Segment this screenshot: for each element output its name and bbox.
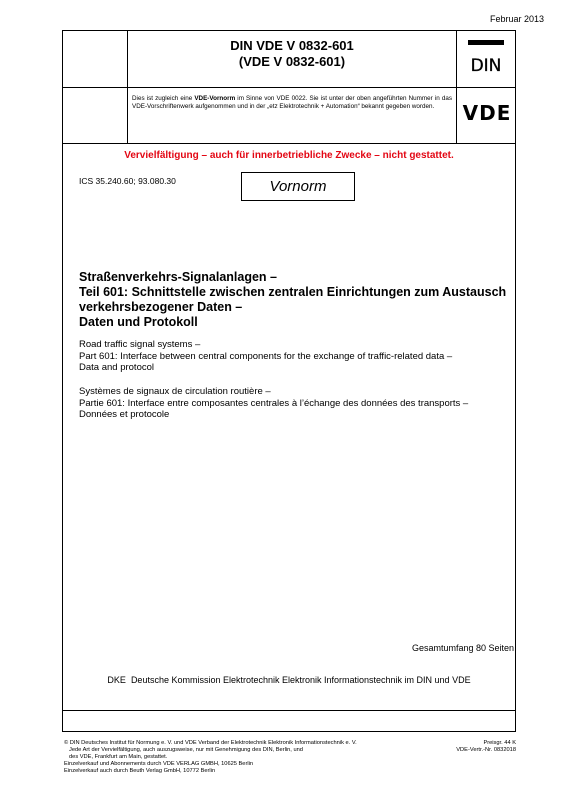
document-number xyxy=(128,38,456,70)
title-fr-line: Partie 601: Interface entre composantes centrales à l’échange des données des transports – xyxy=(79,397,469,409)
footer-line: des VDE, Frankfurt am Main, gestattet. xyxy=(69,754,168,761)
dke-abbreviation: DKE xyxy=(107,675,126,685)
title-english xyxy=(79,339,519,374)
price-group: Preisgr. 44 K xyxy=(483,740,516,746)
din-logo-icon xyxy=(467,39,505,77)
title-en-line: Data and protocol xyxy=(79,362,154,373)
page-frame xyxy=(62,30,516,732)
vde-logo: VDE xyxy=(462,101,512,125)
total-pages: Gesamtumfang 80 Seiten xyxy=(411,643,514,653)
footer-line: Einzelverkauf auch durch Beuth Verlag GmbH, 10772 Berlin xyxy=(64,768,216,775)
dke-line xyxy=(62,675,516,685)
header-middle-left-cell xyxy=(62,88,128,144)
copy-warning: Vervielfältigung – auch für innerbetriebliche Zwecke – nicht gestattet. xyxy=(124,150,454,161)
title-en-line: Part 601: Interface between central components for the exchange of traffic-related data – xyxy=(79,350,453,362)
footer-price xyxy=(456,740,516,754)
title-de-line: Daten und Protokoll xyxy=(79,315,198,329)
title-en-line: Road traffic signal systems – xyxy=(79,339,201,350)
vde-note xyxy=(132,95,452,112)
title-fr-line: Systèmes de signaux de circulation routière – xyxy=(79,386,271,397)
title-de-line: verkehrsbezogener Daten – xyxy=(79,300,243,314)
header-divider xyxy=(62,143,516,144)
title-german xyxy=(79,270,519,330)
vde-note-bold: VDE-Vornorm xyxy=(194,95,236,102)
vde-note-pre: Dies ist zugleich eine xyxy=(132,95,195,102)
vde-distribution-number: VDE-Vertr.-Nr. 0832018 xyxy=(456,747,516,754)
footer-line: © DIN Deutsches Institut für Normung e. V. und VDE Verband der Elektrotechnik Elektronik Informationstechnik e. V. xyxy=(64,740,357,746)
title-de-line: Teil 601: Schnittstelle zwischen zentralen Einrichtungen zum Austausch xyxy=(79,285,507,299)
header-left-cell xyxy=(62,30,128,88)
document-type-box: Vornorm xyxy=(241,172,355,201)
title-de-line: Straßenverkehrs-Signalanlagen – xyxy=(79,270,277,284)
footer-line: Einzelverkauf und Abonnements durch VDE VERLAG GMBH, 10625 Berlin xyxy=(64,761,254,768)
dke-name: Deutsche Kommission Elektrotechnik Elektronik Informationstechnik im DIN und VDE xyxy=(130,675,471,685)
din-logo-text: DIN xyxy=(470,56,502,76)
publication-date: Februar 2013 xyxy=(489,14,544,24)
title-french xyxy=(79,386,519,421)
footer-line: Jede Art der Vervielfältigung, auch auszugsweise, nur mit Genehmigung des DIN, Berlin, und xyxy=(69,747,303,754)
document-number-vde: (VDE V 0832-601) xyxy=(238,54,346,69)
footer-divider xyxy=(62,710,516,711)
vde-note-post: im Sinne von VDE 0022. Sie ist unter der oben angeführten Nummer in das VDE-Vorschriftenwerk aufgenommen und in der „etz Elektrotechnik + Automation“ bekannt gegeben worden. xyxy=(132,95,453,111)
title-fr-line: Données et protocole xyxy=(79,409,170,420)
ics-codes: ICS 35.240.60; 93.080.30 xyxy=(79,176,176,186)
document-number-din: DIN VDE V 0832-601 xyxy=(230,38,354,53)
footer-copyright xyxy=(64,740,394,775)
